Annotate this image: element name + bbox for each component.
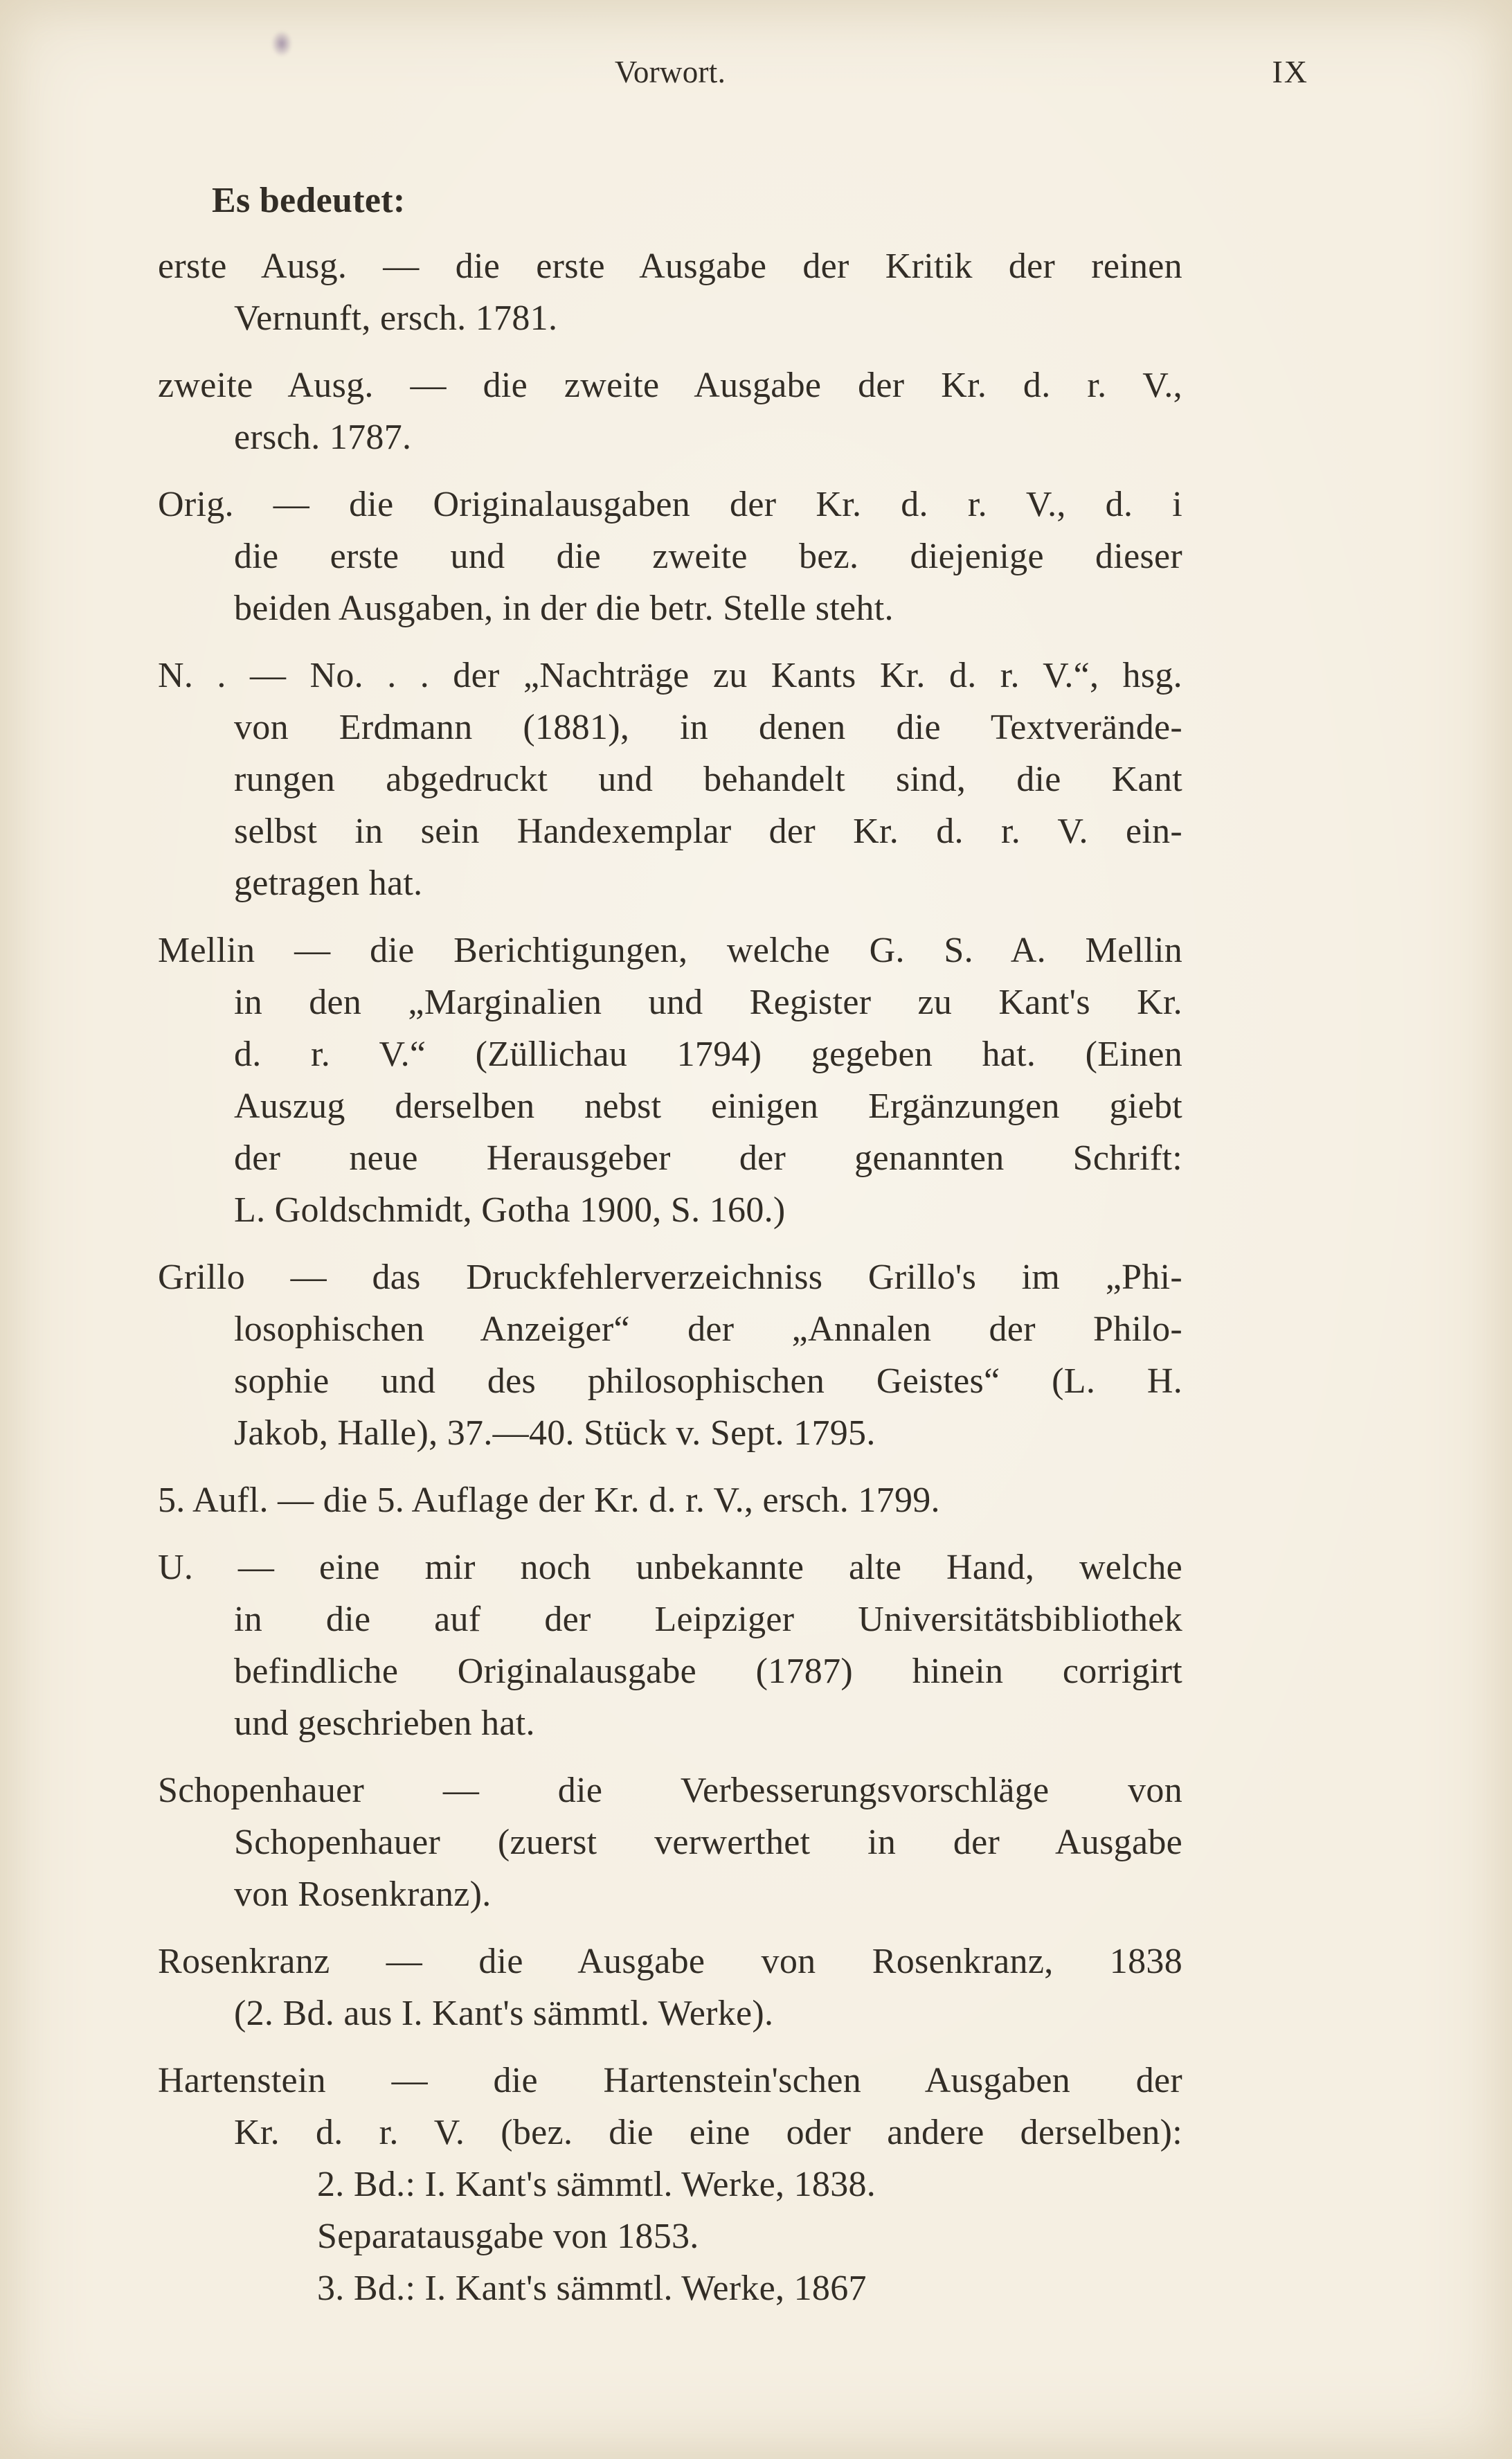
glossary-entry: [158, 359, 1182, 463]
glossary-entry: [158, 650, 1182, 909]
entry-line: von Erdmann (1881), in denen die Textverände-: [234, 708, 1182, 747]
preface-intro: Es bedeutet:: [212, 181, 406, 220]
entry-line: Schopenhauer — die Verbesserungsvorschläge von: [158, 1771, 1182, 1810]
glossary-entry: [158, 1764, 1182, 1920]
abbreviation-entries: [158, 240, 1182, 2314]
glossary-entry: [158, 1935, 1182, 2039]
entry-line: losophischen Anzeiger“ der „Annalen der Philo-: [234, 1309, 1182, 1349]
glossary-entry: [158, 2055, 1182, 2314]
page-header: [158, 50, 1308, 94]
entry-line: Grillo — das Druckfehlerverzeichniss Grillo's im „Phi-: [158, 1258, 1182, 1297]
entry-line: Separatausgabe von 1853.: [317, 2217, 699, 2256]
entry-line: U. — eine mir noch unbekannte alte Hand, welche: [158, 1548, 1182, 1587]
text-column: [158, 50, 1308, 2314]
entry-line: Mellin — die Berichtigungen, welche G. S. A. Mellin: [158, 931, 1182, 970]
entry-line: Kr. d. r. V. (bez. die eine oder andere derselben):: [234, 2113, 1182, 2152]
entry-line: Schopenhauer (zuerst verwerthet in der Ausgabe: [234, 1823, 1182, 1862]
glossary-entry: [158, 479, 1182, 634]
entry-line: von Rosenkranz).: [234, 1875, 492, 1914]
entry-line: der neue Herausgeber der genannten Schrift:: [234, 1138, 1182, 1178]
entry-line: 5. Aufl. — die 5. Auflage der Kr. d. r. V., ersch. 1799.: [158, 1481, 940, 1520]
entry-line: Vernunft, ersch. 1781.: [234, 298, 558, 338]
entry-line: 2. Bd.: I. Kant's sämmtl. Werke, 1838.: [317, 2165, 876, 2204]
glossary-entry: [158, 240, 1182, 344]
preface-text: [158, 175, 1182, 2314]
entry-line: zweite Ausg. — die zweite Ausgabe der Kr. d. r. V.,: [158, 366, 1182, 405]
entry-line: L. Goldschmidt, Gotha 1900, S. 160.): [234, 1190, 786, 1230]
entry-line: in den „Marginalien und Register zu Kant's Kr.: [234, 983, 1182, 1022]
entry-line: selbst in sein Handexemplar der Kr. d. r. V. ein-: [234, 812, 1182, 851]
entry-line: befindliche Originalausgabe (1787) hinein corrigirt: [234, 1652, 1182, 1691]
entry-line: erste Ausg. — die erste Ausgabe der Kritik der reinen: [158, 247, 1182, 286]
glossary-entry: [158, 1541, 1182, 1749]
entry-line: und geschrieben hat.: [234, 1704, 535, 1743]
entry-line: Rosenkranz — die Ausgabe von Rosenkranz, 1838: [158, 1942, 1182, 1981]
glossary-entry: [158, 1251, 1182, 1459]
entry-line: sophie und des philosophischen Geistes“ (L. H.: [234, 1361, 1182, 1401]
entry-line: die erste und die zweite bez. diejenige dieser: [234, 537, 1182, 576]
entry-line: (2. Bd. aus I. Kant's sämmtl. Werke).: [234, 1994, 774, 2033]
entry-line: Jakob, Halle), 37.—40. Stück v. Sept. 1795.: [234, 1413, 876, 1453]
glossary-entry: [158, 924, 1182, 1236]
entry-line: in die auf der Leipziger Universitätsbibliothek: [234, 1600, 1182, 1639]
entry-line: 3. Bd.: I. Kant's sämmtl. Werke, 1867: [317, 2269, 867, 2308]
entry-line: ersch. 1787.: [234, 418, 412, 457]
entry-line: rungen abgedruckt und behandelt sind, die Kant: [234, 760, 1182, 799]
page-number: IX: [1272, 54, 1308, 89]
page-header-title: Vorwort.: [614, 55, 726, 89]
entry-line: beiden Ausgaben, in der die betr. Stelle steht.: [234, 589, 894, 628]
entry-line: getragen hat.: [234, 864, 423, 903]
glossary-entry: [158, 1474, 1182, 1526]
entry-line: d. r. V.“ (Züllichau 1794) gegeben hat. (Einen: [234, 1035, 1182, 1074]
entry-line: N. . — No. . . der „Nachträge zu Kants Kr. d. r. V.“, hsg.: [158, 656, 1182, 695]
entry-line: Auszug derselben nebst einigen Ergänzungen giebt: [234, 1087, 1182, 1126]
entry-line: Orig. — die Originalausgaben der Kr. d. r. V., d. i: [158, 485, 1182, 524]
entry-line: Hartenstein — die Hartenstein'schen Ausgaben der: [158, 2061, 1182, 2100]
